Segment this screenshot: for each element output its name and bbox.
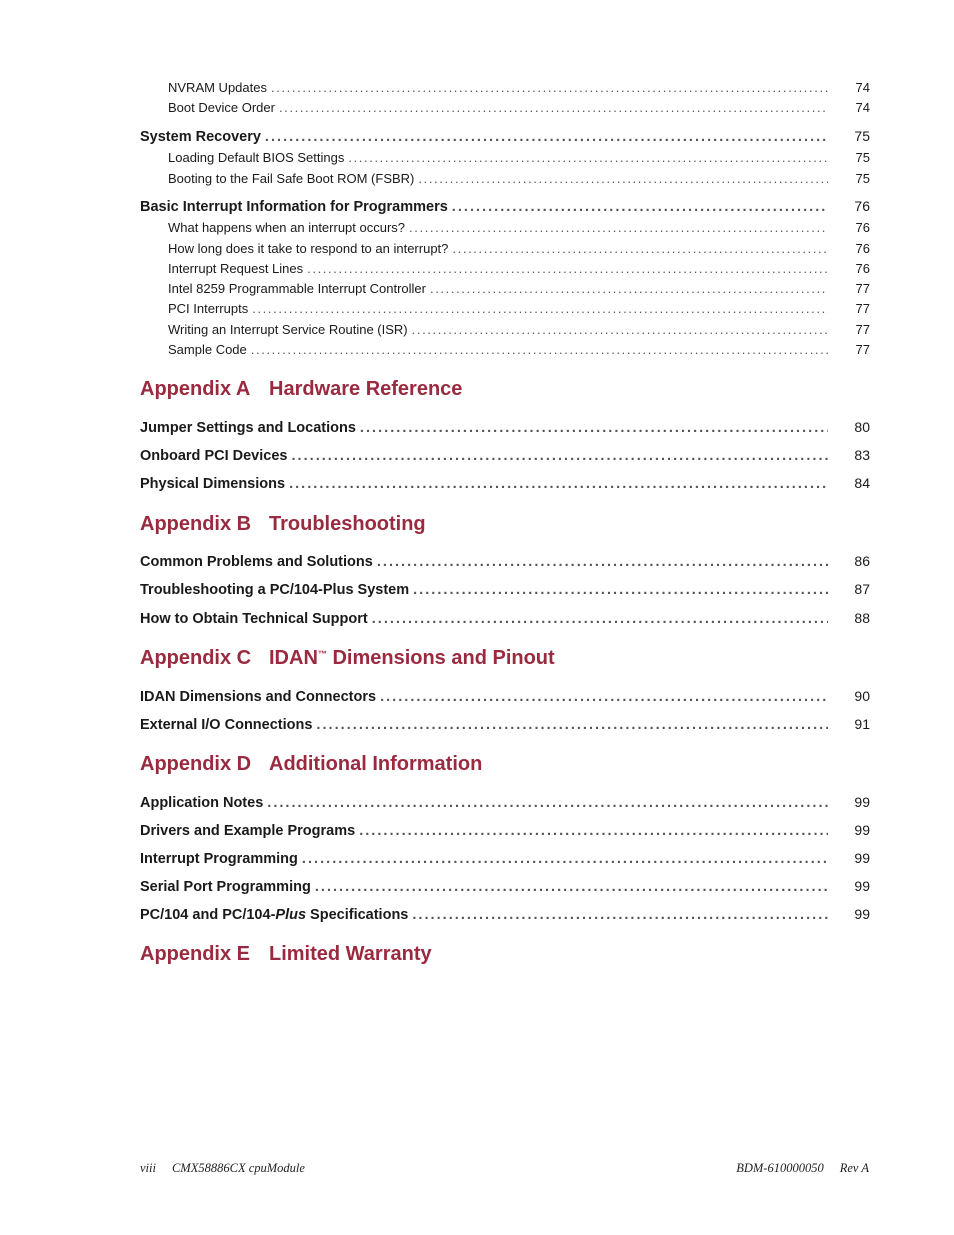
dot-leader <box>307 261 828 276</box>
toc-entry[interactable] <box>168 281 870 301</box>
toc-entry-text: Serial Port Programming <box>140 879 311 895</box>
appendix-d-heading[interactable] <box>140 753 482 779</box>
dot-leader <box>348 150 828 165</box>
toc-entry[interactable] <box>140 198 870 218</box>
toc-entry-text: IDAN Dimensions and Connectors <box>140 689 377 705</box>
toc-entry-page: 76 <box>855 241 870 256</box>
appendix-label: Appendix B <box>140 513 252 535</box>
toc-entry-text: Drivers and Example Programs <box>140 823 356 839</box>
toc-entry-page: 91 <box>854 716 870 732</box>
trademark-symbol: ™ <box>317 649 327 659</box>
toc-entry[interactable] <box>140 128 870 148</box>
toc-entry-text-italic: Plus <box>275 907 307 923</box>
toc-entry-text: Booting to the Fail Safe Boot ROM (FSBR) <box>168 171 415 186</box>
appendix-e-heading[interactable] <box>140 943 432 969</box>
toc-entry-text: Troubleshooting a PC/104-Plus System <box>140 582 410 598</box>
toc-entry[interactable] <box>140 822 870 842</box>
toc-entry-text: Basic Interrupt Information for Programmers <box>140 199 448 215</box>
toc-entry-page: 76 <box>855 261 870 276</box>
toc-entry[interactable] <box>168 261 870 281</box>
toc-entry-text: Intel 8259 Programmable Interrupt Controller <box>168 281 426 296</box>
toc-entry[interactable] <box>168 100 870 120</box>
toc-entry-text: Physical Dimensions <box>140 476 286 492</box>
toc-entry-text: NVRAM Updates <box>168 80 267 95</box>
toc-entry-page: 75 <box>855 150 870 165</box>
toc-entry-page: 84 <box>854 475 870 491</box>
toc-entry-text: PCI Interrupts <box>168 301 249 316</box>
toc-entry-page: 74 <box>855 80 870 95</box>
toc-entry-text: Boot Device Order <box>168 100 275 115</box>
toc-entry[interactable] <box>140 447 870 467</box>
toc-entry[interactable] <box>168 171 870 191</box>
dot-leader <box>316 717 828 733</box>
dot-leader <box>359 823 828 839</box>
toc-entry-text: Application Notes <box>140 795 264 811</box>
toc-entry-page: 87 <box>854 581 870 597</box>
toc-entry[interactable] <box>140 581 870 601</box>
toc-entry-text: Interrupt Programming <box>140 851 298 867</box>
toc-entry[interactable] <box>168 220 870 240</box>
toc-entry-text: Jumper Settings and Locations <box>140 420 356 436</box>
footer-right <box>736 1161 869 1176</box>
toc-entry-page: 90 <box>854 688 870 704</box>
dot-leader <box>380 689 828 705</box>
toc-entry-page: 77 <box>855 322 870 337</box>
appendix-title: Limited Warranty <box>269 943 432 965</box>
toc-entry[interactable] <box>168 342 870 362</box>
dot-leader <box>412 322 828 337</box>
appendix-a-heading[interactable] <box>140 378 462 404</box>
appendix-label: Appendix A <box>140 378 251 400</box>
toc-entry[interactable] <box>140 419 870 439</box>
toc-entry-text: What happens when an interrupt occurs? <box>168 220 406 235</box>
toc-entry-text: Common Problems and Solutions <box>140 554 373 570</box>
toc-entry-text: How long does it take to respond to an interrupt? <box>168 241 449 256</box>
toc-entry[interactable] <box>140 716 870 736</box>
dot-leader <box>302 851 828 867</box>
toc-entry[interactable] <box>140 553 870 573</box>
toc-entry-page: 75 <box>855 171 870 186</box>
footer-left <box>140 1161 305 1176</box>
toc-entry[interactable] <box>168 80 870 100</box>
dot-leader <box>418 171 828 186</box>
toc-entry-page: 77 <box>855 301 870 316</box>
toc-entry-page: 76 <box>854 198 870 214</box>
footer-doc-number: BDM-610000050 <box>736 1161 824 1175</box>
toc-entry-page: 86 <box>854 553 870 569</box>
dot-leader <box>279 100 828 115</box>
toc-entry[interactable] <box>168 322 870 342</box>
toc-entry[interactable] <box>140 850 870 870</box>
appendix-title-post: Dimensions and Pinout <box>326 647 555 669</box>
toc-entry-page: 75 <box>854 128 870 144</box>
toc-entry[interactable] <box>140 878 870 898</box>
dot-leader <box>251 342 828 357</box>
dot-leader <box>452 199 828 215</box>
appendix-label: Appendix D <box>140 753 252 775</box>
toc-entry-page: 99 <box>854 822 870 838</box>
dot-leader <box>289 476 828 492</box>
appendix-title: Troubleshooting <box>269 513 426 535</box>
toc-entry-text-post: Specifications <box>306 907 409 923</box>
toc-entry-text: Loading Default BIOS Settings <box>168 150 345 165</box>
dot-leader <box>360 420 828 436</box>
appendix-title-pre: IDAN <box>269 647 318 669</box>
appendix-title: Additional Information <box>269 753 483 775</box>
toc-entry-text: External I/O Connections <box>140 717 313 733</box>
appendix-label: Appendix E <box>140 943 251 965</box>
toc-entry[interactable] <box>168 301 870 321</box>
footer-doc-title: CMX58886CX cpuModule <box>171 1161 305 1175</box>
toc-entry-page: 77 <box>855 281 870 296</box>
toc-entry-page: 83 <box>854 447 870 463</box>
toc-entry-text: How to Obtain Technical Support <box>140 611 368 627</box>
dot-leader <box>267 795 828 811</box>
toc-entry-page: 77 <box>855 342 870 357</box>
appendix-title: Hardware Reference <box>269 378 463 400</box>
toc-entry-text: Onboard PCI Devices <box>140 448 288 464</box>
toc-entry-text: System Recovery <box>140 129 261 145</box>
dot-leader <box>291 448 828 464</box>
toc-entry-page: 74 <box>855 100 870 115</box>
dot-leader <box>412 907 828 923</box>
toc-entry-text: Writing an Interrupt Service Routine (ISR) <box>168 322 408 337</box>
dot-leader <box>252 301 828 316</box>
appendix-b-heading[interactable] <box>140 513 426 539</box>
toc-entry-page: 99 <box>854 906 870 922</box>
toc-entry-page: 88 <box>854 610 870 626</box>
footer-revision: Rev A <box>839 1161 869 1175</box>
toc-entry-page: 99 <box>854 794 870 810</box>
toc-entry[interactable] <box>140 794 870 814</box>
toc-entry[interactable] <box>140 906 870 926</box>
toc-entry-text: Sample Code <box>168 342 247 357</box>
toc-entry-page: 99 <box>854 878 870 894</box>
toc-entry-text-pre: PC/104 and PC/104- <box>140 907 276 923</box>
toc-entry[interactable] <box>140 475 870 495</box>
dot-leader <box>271 80 828 95</box>
toc-entry-page: 99 <box>854 850 870 866</box>
footer-page-number: viii <box>140 1161 156 1175</box>
dot-leader <box>372 611 828 627</box>
dot-leader <box>265 129 828 145</box>
dot-leader <box>452 241 828 256</box>
toc-entry[interactable] <box>168 150 870 170</box>
dot-leader <box>377 554 828 570</box>
toc-entry-text: Interrupt Request Lines <box>168 261 304 276</box>
appendix-label: Appendix C <box>140 647 252 669</box>
toc-entry[interactable] <box>140 688 870 708</box>
appendix-c-heading[interactable] <box>140 647 555 673</box>
toc-entry-page: 76 <box>855 220 870 235</box>
toc-entry[interactable] <box>140 610 870 630</box>
dot-leader <box>315 879 828 895</box>
toc-entry[interactable] <box>168 241 870 261</box>
dot-leader <box>409 220 828 235</box>
toc-entry-text <box>140 907 408 923</box>
toc-entry-page: 80 <box>854 419 870 435</box>
dot-leader <box>430 281 828 296</box>
dot-leader <box>413 582 828 598</box>
